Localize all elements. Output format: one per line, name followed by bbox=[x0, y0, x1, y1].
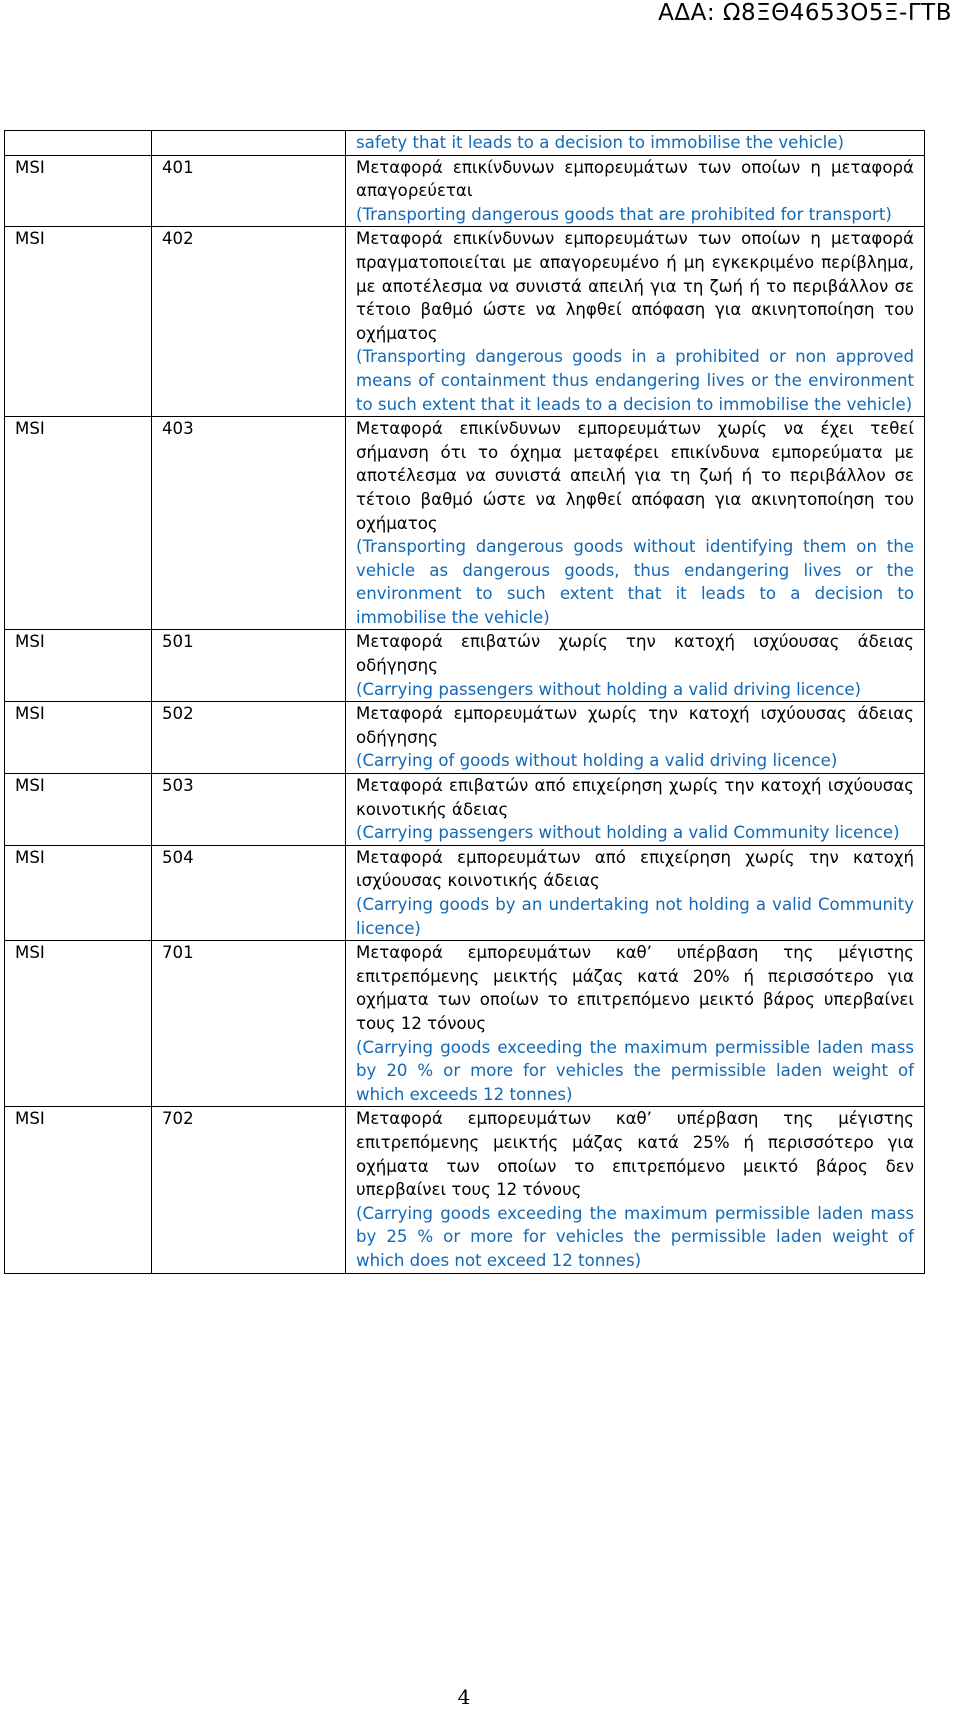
greek-description: Μεταφορά επικίνδυνων εμπορευμάτων χωρίς να έχει τεθεί σήμανση ότι το όχημα μεταφέρει επικίνδυνα εμπορεύματα με αποτέλεσμα να συνιστά απειλή για τη ζωή ή το περιβάλλον σε τέτοιο βαθμό ώστε να ληφθεί απόφαση για ακινητοποίηση του οχήματος bbox=[356, 419, 914, 533]
greek-description: Μεταφορά επιβατών από επιχείρηση χωρίς την κατοχή ισχύουσας κοινοτικής άδειας bbox=[356, 776, 914, 819]
category-cell: MSI bbox=[5, 702, 152, 774]
code-cell: 504 bbox=[152, 845, 346, 940]
category-cell: MSI bbox=[5, 774, 152, 846]
greek-description: Μεταφορά εμπορευμάτων καθ’ υπέρβαση της μέγιστης επιτρεπόμενης μεικτής μάζας κατά 20% ή περισσότερο για οχήματα των οποίων το επιτρεπόμενο μεικτό βάρος υπερβαίνει τους 12 τόνους bbox=[356, 943, 914, 1033]
table-row bbox=[5, 155, 925, 227]
description-cell bbox=[346, 630, 925, 702]
code-cell: 402 bbox=[152, 227, 346, 417]
description-cell bbox=[346, 131, 925, 156]
greek-description: Μεταφορά επικίνδυνων εμπορευμάτων των οποίων η μεταφορά απαγορεύεται bbox=[356, 157, 914, 201]
code-cell: 403 bbox=[152, 417, 346, 630]
description-cell bbox=[346, 702, 925, 774]
code-cell: 702 bbox=[152, 1107, 346, 1273]
description-cell bbox=[346, 941, 925, 1107]
english-description: (Carrying of goods without holding a valid driving licence) bbox=[356, 751, 838, 771]
ada-header: ΑΔΑ: Ω8ΞΘ4653Ο5Ξ-ΓΤΒ bbox=[658, 0, 952, 26]
english-description: (Carrying goods exceeding the maximum permissible laden mass by 20 % or more for vehicles the permissible laden weight of which exceeds 12 tonnes) bbox=[356, 1037, 914, 1104]
table-row bbox=[5, 845, 925, 940]
table-row bbox=[5, 1107, 925, 1273]
english-description: (Transporting dangerous goods that are prohibited for transport) bbox=[356, 204, 892, 224]
description-cell bbox=[346, 1107, 925, 1273]
greek-description: Μεταφορά εμπορευμάτων χωρίς την κατοχή ισχύουσας άδειας οδήγησης bbox=[356, 704, 914, 747]
table-row bbox=[5, 417, 925, 630]
english-description: (Carrying passengers without holding a valid driving licence) bbox=[356, 679, 861, 699]
code-cell: 501 bbox=[152, 630, 346, 702]
table-row bbox=[5, 227, 925, 417]
category-cell bbox=[5, 131, 152, 156]
code-cell: 701 bbox=[152, 941, 346, 1107]
english-description: (Carrying goods exceeding the maximum permissible laden mass by 25 % or more for vehicles the permissible laden weight of which does not exceed 12 tonnes) bbox=[356, 1203, 914, 1270]
table-row bbox=[5, 702, 925, 774]
greek-description: Μεταφορά επιβατών χωρίς την κατοχή ισχύουσας άδειας οδήγησης bbox=[356, 632, 914, 676]
english-description: safety that it leads to a decision to immobilise the vehicle) bbox=[356, 133, 844, 152]
table-row bbox=[5, 774, 925, 846]
code-cell: 503 bbox=[152, 774, 346, 846]
infringements-table bbox=[4, 130, 925, 1274]
greek-description: Μεταφορά εμπορευμάτων από επιχείρηση χωρίς την κατοχή ισχύουσας κοινοτικής άδειας bbox=[356, 847, 914, 891]
english-description: (Transporting dangerous goods without identifying them on the vehicle as dangerous goods, thus endangering lives or the environment to such extent that it leads to a decision to immobilise the vehicle) bbox=[356, 537, 914, 627]
category-cell: MSI bbox=[5, 845, 152, 940]
category-cell: MSI bbox=[5, 630, 152, 702]
code-cell: 502 bbox=[152, 702, 346, 774]
table-row bbox=[5, 630, 925, 702]
description-cell bbox=[346, 417, 925, 630]
table-row bbox=[5, 941, 925, 1107]
category-cell: MSI bbox=[5, 227, 152, 417]
page-number: 4 bbox=[457, 1685, 471, 1709]
description-cell bbox=[346, 155, 925, 227]
category-cell: MSI bbox=[5, 1107, 152, 1273]
code-cell: 401 bbox=[152, 155, 346, 227]
greek-description: Μεταφορά εμπορευμάτων καθ’ υπέρβαση της μέγιστης επιτρεπόμενης μεικτής μάζας κατά 25% ή περισσότερο για οχήματα των οποίων το επιτρεπόμενο μεικτό βάρος δεν υπερβαίνει τους 12 τόνους bbox=[356, 1109, 914, 1200]
category-cell: MSI bbox=[5, 417, 152, 630]
english-description: (Carrying goods by an undertaking not holding a valid Community licence) bbox=[356, 895, 914, 938]
table-row bbox=[5, 131, 925, 156]
code-cell bbox=[152, 131, 346, 156]
category-cell: MSI bbox=[5, 941, 152, 1107]
english-description: (Transporting dangerous goods in a prohibited or non approved means of containment thus endangering lives or the environment to such extent that it leads to a decision to immobilise the vehicle) bbox=[356, 347, 914, 414]
english-description: (Carrying passengers without holding a valid Community licence) bbox=[356, 823, 900, 843]
category-cell: MSI bbox=[5, 155, 152, 227]
description-cell bbox=[346, 227, 925, 417]
greek-description: Μεταφορά επικίνδυνων εμπορευμάτων των οποίων η μεταφορά πραγματοποιείται με απαγορευμένο ή μη εγκεκριμένο περίβλημα, με αποτέλεσμα να συνιστά απειλή για τη ζωή ή το περιβάλλον σε τέτοιο βαθμό ώστε να ληφθεί απόφαση για ακινητοποίηση του οχήματος bbox=[356, 229, 914, 343]
description-cell bbox=[346, 845, 925, 940]
description-cell bbox=[346, 774, 925, 846]
